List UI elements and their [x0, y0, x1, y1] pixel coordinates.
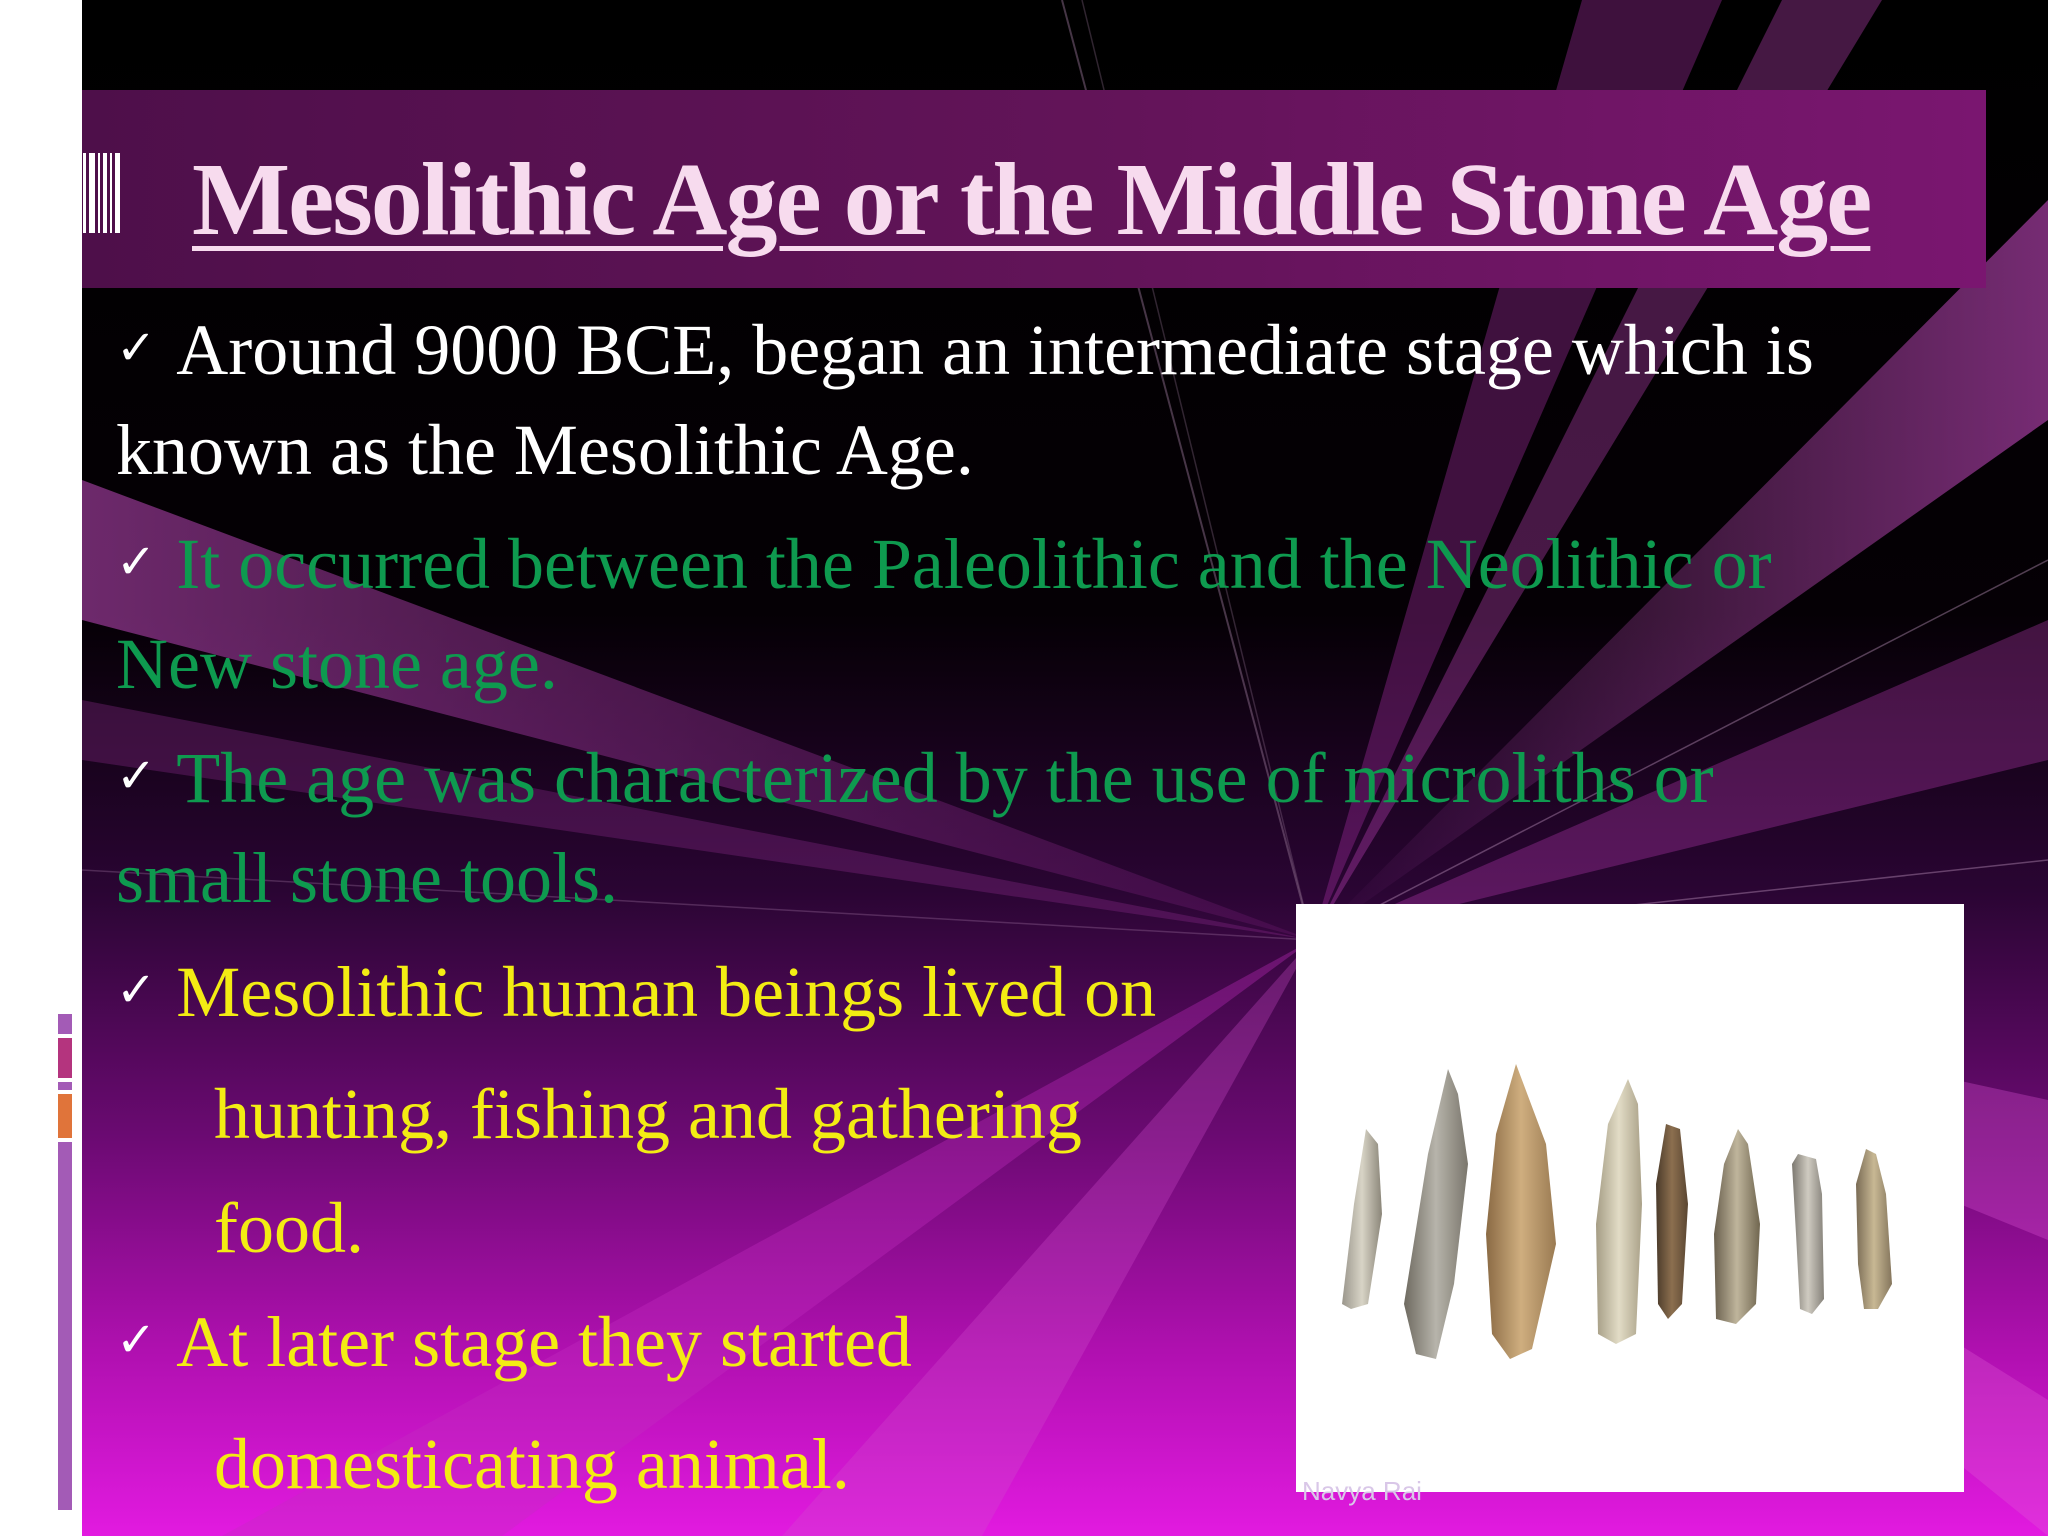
- bullet-item: [116, 518, 2016, 710]
- bullet-text: The age was characterized by the use of microliths or: [176, 738, 1714, 818]
- bullet-text: known as the Mesolithic Age.: [116, 410, 974, 490]
- bullet-text: domesticating animal.: [214, 1424, 850, 1504]
- bullet-text: At later stage they started: [176, 1302, 912, 1382]
- bullet-text: hunting, fishing and gathering: [214, 1074, 1082, 1154]
- checkmark-icon: ✓: [116, 748, 157, 804]
- bullet-text: It occurred between the Paleolithic and the Neolithic or: [176, 524, 1772, 604]
- bullet-text: small stone tools.: [116, 838, 618, 918]
- bullet-item: [116, 732, 2016, 924]
- checkmark-icon: ✓: [116, 320, 157, 376]
- microlith-tools-image: [1296, 904, 1964, 1492]
- checkmark-icon: ✓: [116, 1312, 157, 1368]
- checkmark-icon: ✓: [116, 534, 157, 590]
- bullet-text: Mesolithic human beings lived on: [176, 952, 1157, 1032]
- microlith-stone-tools: [1296, 904, 1964, 1492]
- image-credit: Navya Rai: [1302, 1476, 1422, 1506]
- bullet-item: [116, 304, 2016, 496]
- checkmark-icon: ✓: [116, 962, 157, 1018]
- slide-title: Mesolithic Age or the Middle Stone Age: [192, 142, 1871, 257]
- bullet-text: New stone age.: [116, 624, 558, 704]
- barcode-icon: [49, 151, 123, 235]
- accent-bars: [55, 1014, 75, 1510]
- bullet-text: food.: [214, 1188, 364, 1268]
- bullet-text: Around 9000 BCE, began an intermediate stage which is: [176, 310, 1814, 390]
